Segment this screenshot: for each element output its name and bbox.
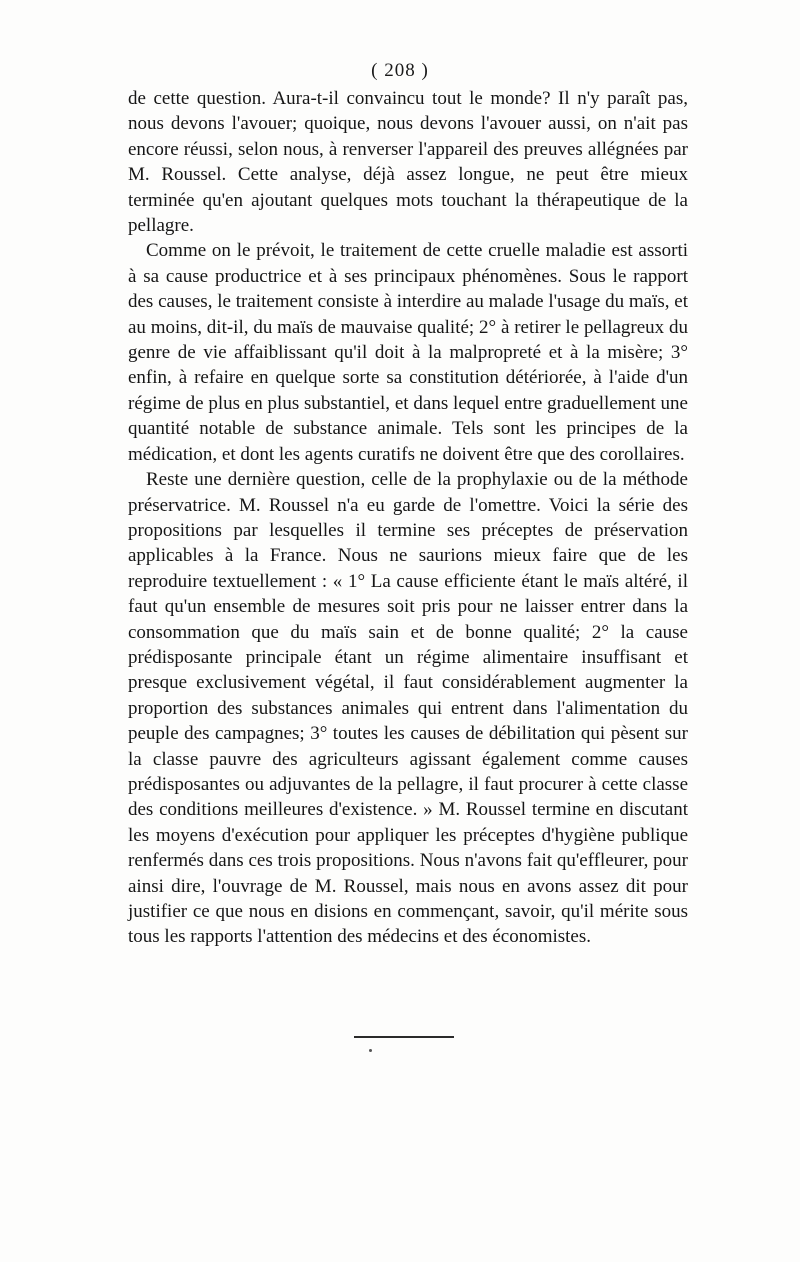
paragraph-3: Reste une dernière question, celle de la prophylaxie ou de la méthode préservatrice. M. Roussel n'a eu garde de l'omettre. Voici la série des propositions par lesquelles il termine ses préceptes de préservation applicables à la France. Nous ne saurions mieux faire que de les reproduire textuellement : « 1° La cause efficiente étant le maïs altéré, il faut qu'un ensemble de mesures soit pris pour ne laisser entrer dans la consommation que du maïs sain et de bonne qualité; 2° la cause prédisposante principale étant un régime alimentaire insuffisant et presque exclusivement végétal, il faut considérablement augmenter la proportion des substances animales qui entrent dans l'alimentation du peuple des campagnes; 3° toutes les causes de débilitation qui pèsent sur la classe pauvre des agriculteurs agissant également comme causes prédisposantes ou adjuvantes de la pellagre, il faut procurer à cette classe des conditions meilleures d'existence. » M. Roussel termine en discutant les moyens d'exécution pour appliquer les préceptes d'hygiène publique renfermés dans ces trois propositions. Nous n'avons fait qu'effleurer, pour ainsi dire, l'ouvrage de M. Roussel, mais nous en avons assez dit pour justifier ce que nous en disions en commençant, savoir, qu'il mérite sous tous les rapports l'attention des médecins et des économistes. [128,469,688,948]
print-speck [369,1049,372,1052]
body-text [128,86,688,950]
paragraph-2: Comme on le prévoit, le traitement de cette cruelle maladie est assorti à sa cause productrice et à ses principaux phénomènes. Sous le rapport des causes, le traitement consiste à interdire au malade l'usage du maïs, et au moins, dit-il, du maïs de mauvaise qualité; 2° à retirer le pellagreux du genre de vie affaiblissant qu'il doit à la malpropreté et à la misère; 3° enfin, à refaire en quelque sorte sa constitution détériorée, à l'aide d'un régime de plus en plus substantiel, et dans lequel entre graduellement une quantité notable de substance animale. Tels sont les principes de la médication, et dont les agents curatifs ne doivent être que des corollaires. [128,240,688,465]
page-number: ( 208 ) [371,60,429,81]
paragraph-1: de cette question. Aura-t-il convaincu tout le monde? Il n'y paraît pas, nous devons l'avouer; quoique, nous devons l'avouer aussi, on n'ait pas encore réussi, selon nous, à renverser l'appareil des preuves allégnées par M. Roussel. Cette analyse, déjà assez longue, ne peut être mieux terminée qu'en ajoutant quelques mots touchant la thérapeutique de la pellagre. [128,88,688,237]
end-rule-divider [354,1036,454,1038]
